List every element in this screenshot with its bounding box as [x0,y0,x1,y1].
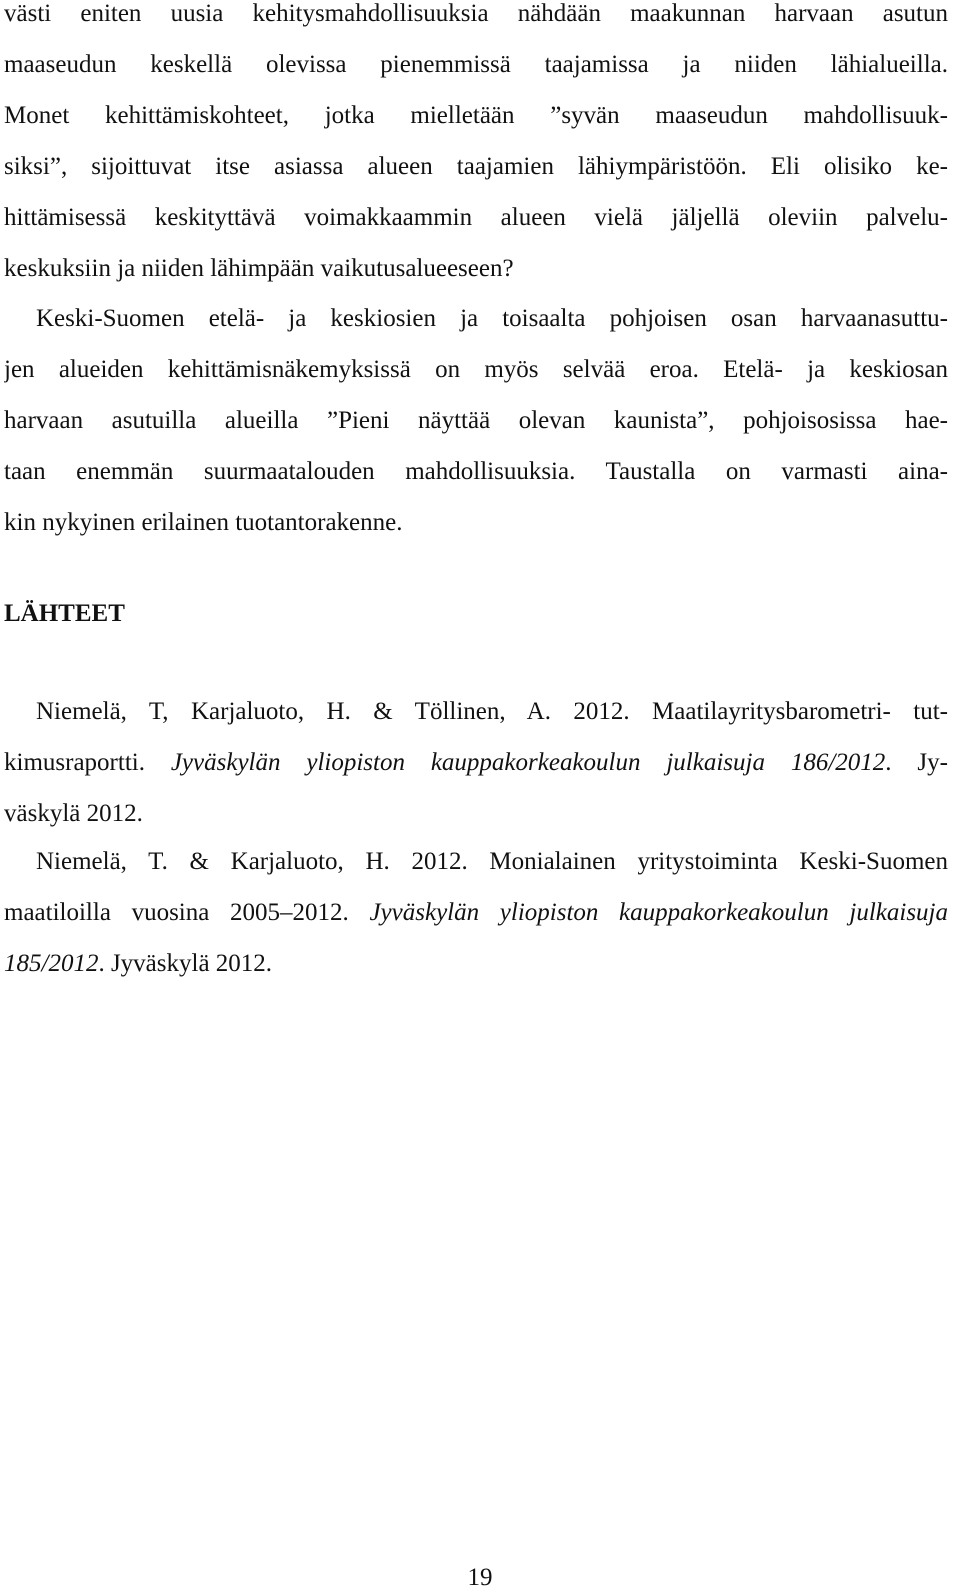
text-line: maaseudun keskellä olevissa pienemmissä taajamissa ja niiden lähialueilla. [4,51,948,78]
reference-line: Niemelä, T, Karjaluoto, H. & Töllinen, A. 2012. Maatilayritysbarometri- tut- [36,698,948,725]
reference-entry-1 [4,686,948,839]
reference-line [4,887,948,938]
references-heading: LÄHTEET [4,600,125,627]
publication-series: Jyväskylän yliopiston kauppakorkeakoulun julkaisuja 186/2012 [170,749,886,776]
reference-text: . Jy- [885,749,948,776]
text-line: Monet kehittämiskohteet, jotka mielletään ”syvän maaseudun mahdollisuuk- [4,102,948,129]
text-line: harvaan asutuilla alueilla ”Pieni näyttää olevan kaunista”, pohjoisosissa hae- [4,407,948,434]
body-paragraph-1 [4,0,948,294]
text-line: Keski-Suomen etelä- ja keskiosien ja toisaalta pohjoisen osan harvaanasuttu- [36,305,948,332]
body-paragraph-2 [4,293,948,548]
text-line: kin nykyinen erilainen tuotantorakenne. [4,509,403,536]
text-line: jen alueiden kehittämisnäkemyksissä on myös selvää eroa. Etelä- ja keskiosan [4,356,948,383]
publication-number: 185/2012 [4,950,99,977]
reference-entry-2 [4,836,948,989]
page-number: 19 [467,1564,493,1591]
text-line: västi eniten uusia kehitysmahdollisuuksia nähdään maakunnan harvaan asutun [4,0,948,27]
text-line: hittämisessä keskityttävä voimakkaammin alueen vielä jäljellä oleviin palvelu- [4,204,948,231]
text-line: taan enemmän suurmaatalouden mahdollisuuksia. Taustalla on varmasti aina- [4,458,948,485]
reference-line: väskylä 2012. [4,800,143,827]
reference-line [4,737,948,788]
reference-text: . Jyväskylä 2012. [98,950,273,977]
publication-series: Jyväskylän yliopiston kauppakorkeakoulun julkaisuja [369,899,948,926]
text-line: keskuksiin ja niiden lähimpään vaikutusalueeseen? [4,255,514,282]
reference-text: maatiloilla vuosina 2005–2012. [4,899,370,926]
text-line: siksi”, sijoittuvat itse asiassa alueen taajamien lähiympäristöön. Eli olisiko ke- [4,153,948,180]
reference-line [4,938,948,989]
reference-text: kimusraportti. [4,749,171,776]
reference-line: Niemelä, T. & Karjaluoto, H. 2012. Monialainen yritystoiminta Keski-Suomen [36,848,948,875]
